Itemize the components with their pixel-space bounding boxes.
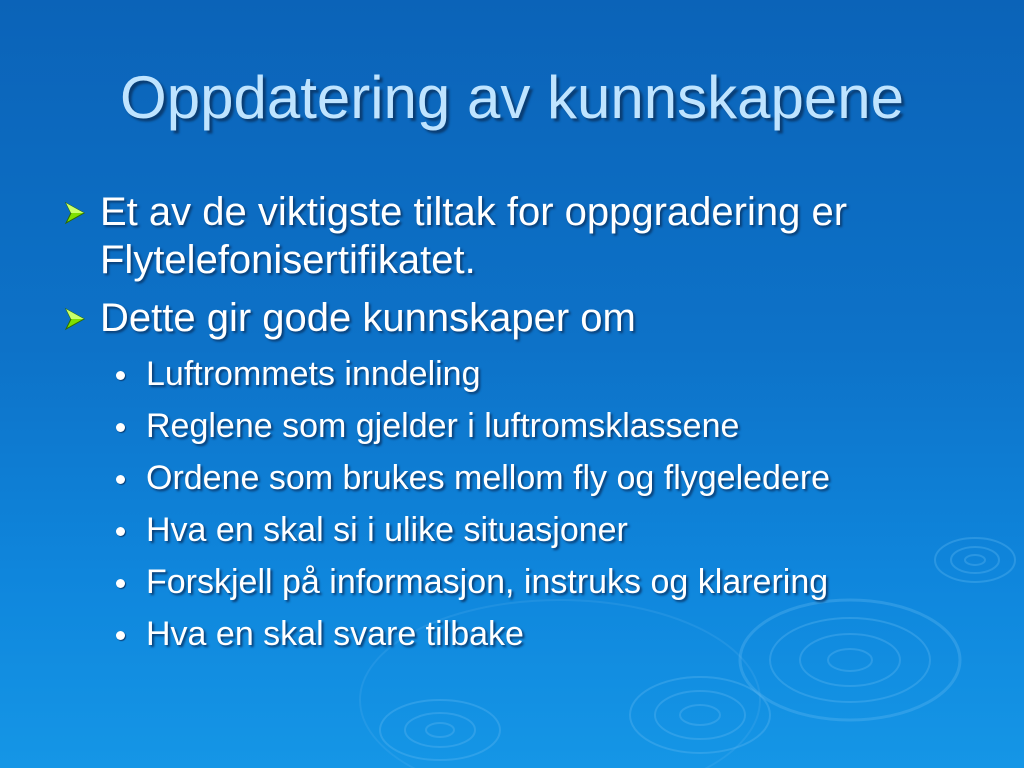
sub-bullet-text: Forskjell på informasjon, instruks og klarering	[146, 563, 829, 601]
sub-bullet-item	[146, 510, 1006, 550]
slide-title: Oppdatering av kunnskapene	[120, 64, 904, 131]
bullet-text-line: Dette gir gode kunnskaper om	[100, 296, 636, 340]
sub-bullet-text: Hva en skal si i ulike situasjoner	[146, 511, 628, 549]
sub-bullet-text: Ordene som brukes mellom fly og flygeledere	[146, 459, 831, 497]
sub-bullet-text: Reglene som gjelder i luftromsklassene	[146, 407, 740, 445]
sub-bullet-item	[146, 562, 1006, 602]
sub-bullet-item	[146, 458, 1006, 498]
dot-bullet-icon	[116, 527, 125, 536]
bullet-item	[100, 294, 1000, 342]
arrow-bullet-icon	[62, 200, 88, 226]
bullet-text-line: Et av de viktigste tiltak for oppgradering er	[100, 190, 848, 234]
bullet-item	[100, 188, 1000, 284]
dot-bullet-icon	[116, 423, 125, 432]
sub-bullet-item	[146, 406, 1006, 446]
sub-bullet-text: Hva en skal svare tilbake	[146, 615, 524, 653]
dot-bullet-icon	[116, 475, 125, 484]
dot-bullet-icon	[116, 371, 125, 380]
dot-bullet-icon	[116, 631, 125, 640]
arrow-bullet-icon	[62, 306, 88, 332]
sub-bullet-item	[146, 354, 1006, 394]
sub-bullet-text: Luftrommets inndeling	[146, 355, 481, 393]
bullet-text-line: Flytelefonisertifikatet.	[100, 238, 476, 282]
sub-bullet-item	[146, 614, 1006, 654]
dot-bullet-icon	[116, 579, 125, 588]
